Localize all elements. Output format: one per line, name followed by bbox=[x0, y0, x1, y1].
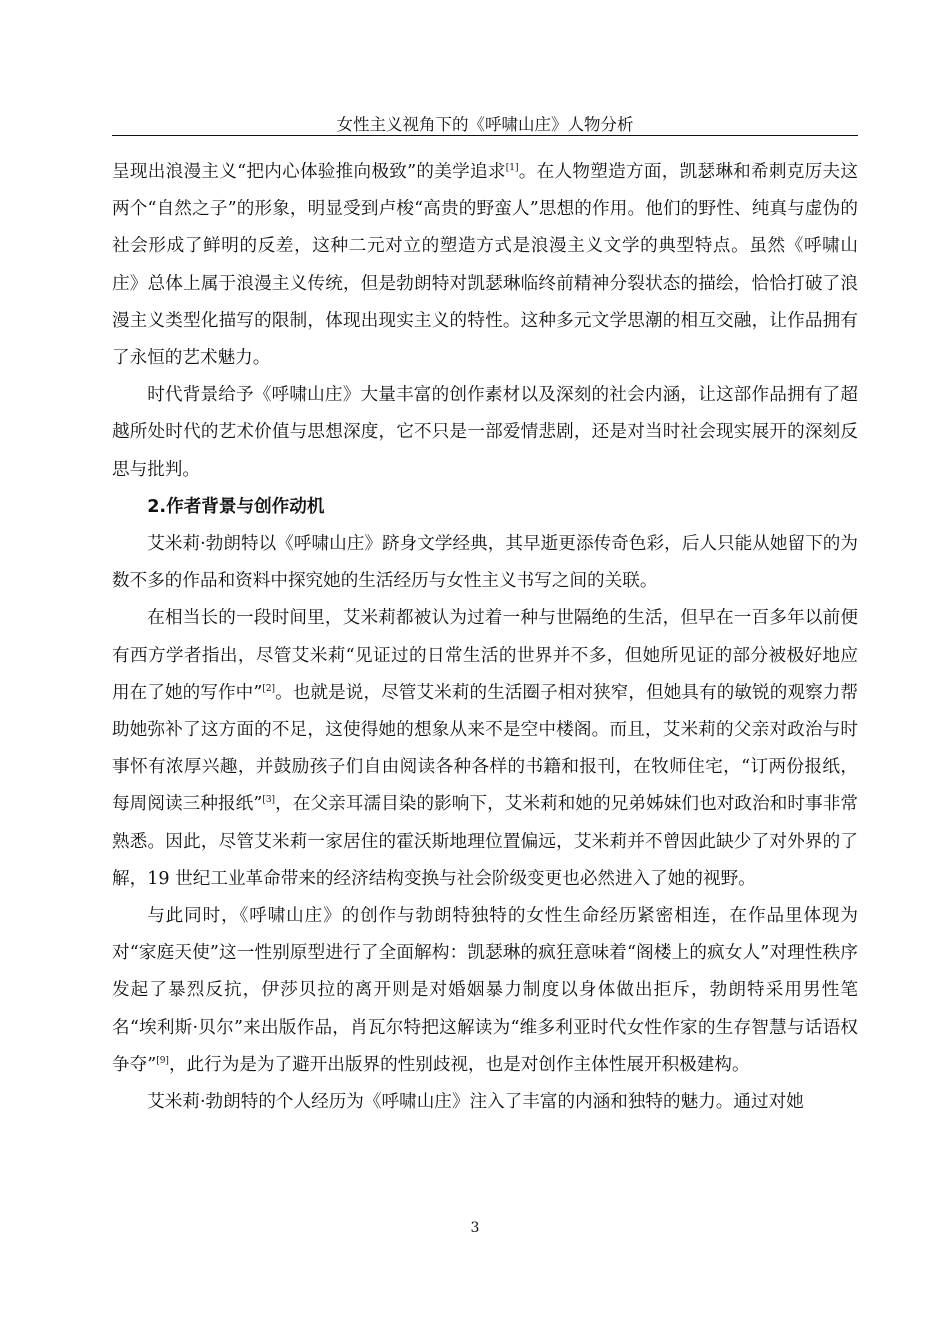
citation-3: [3] bbox=[262, 795, 276, 806]
citation-2: [2] bbox=[262, 683, 276, 694]
paragraph-6: 艾米莉·勃朗特的个人经历为《呼啸山庄》注入了丰富的内涵和独特的魅力。通过对她 bbox=[147, 1092, 804, 1113]
paragraph-2: 时代背景给予《呼啸山庄》大量丰富的创作素材以及深刻的社会内涵，让这部作品拥有了超越所处时代的艺术价值与思想深度，它不只是一部爱情悲剧，还是对当时社会现实展开的深刻反思与批判。 bbox=[112, 385, 858, 480]
section-heading: 2.作者背景与创作动机 bbox=[147, 496, 325, 517]
citation-9: [9] bbox=[156, 1056, 169, 1067]
document-body bbox=[112, 154, 858, 1121]
citation-1: [1] bbox=[505, 163, 519, 174]
paragraph-5 bbox=[112, 898, 858, 1084]
paragraph-5-text-b: ，此行为是为了避开出版界的性别歧视，也是对创作主体性展开积极建构。 bbox=[168, 1054, 750, 1075]
paragraph-1-text-b: 。在人物塑造方面，凯瑟琳和希刺克厉夫这两个“自然之子”的形象，明显受到卢梭“高贵的野蛮人”思想的作用。他们的野性、纯真与虚伪的社会形成了鲜明的反差，这种二元对立的塑造方式是浪漫主义文学的典型特点。虽然《呼啸山庄》总体上属于浪漫主义传统，但是勃朗特对凯瑟琳临终前精神分裂状态的描绘，恰恰打破了浪漫主义类型化描写的限制，体现出现实主义的特性。这种多元文学思潮的相互交融，让作品拥有了永恒的艺术魅力。 bbox=[112, 162, 858, 369]
paragraph-1 bbox=[112, 154, 858, 377]
paragraph-5-text-a: 与此同时，《呼啸山庄》的创作与勃朗特独特的女性生命经历紧密相连，在作品里体现为对“家庭天使”这一性别原型进行了全面解构：凯瑟琳的疯狂意味着“阁楼上的疯女人”对理性秩序发起了暴烈反抗，伊莎贝拉的离开则是对婚姻暴力制度以身体做出拒斥，勃朗特采用男性笔名“埃利斯·贝尔”来出版作品，肖瓦尔特把这解读为“维多利亚时代女性作家的生存智慧与话语权争夺” bbox=[112, 906, 858, 1075]
paragraph-3: 艾米莉·勃朗特以《呼啸山庄》跻身文学经典，其早逝更添传奇色彩，后人只能从她留下的为数不多的作品和资料中探究她的生活经历与女性主义书写之间的关联。 bbox=[112, 534, 858, 592]
header-divider bbox=[112, 135, 858, 136]
paragraph-4-text-c: ，在父亲耳濡目染的影响下，艾米莉和她的兄弟姊妹们也对政治和时事非常熟悉。因此，尽管艾米莉一家居住的霍沃斯地理位置偏远，艾米莉并不曾因此缺少了对外界的了解，19 世纪工业革命带来的经济结构变换与社会阶级变更也必然进入了她的视野。 bbox=[112, 794, 858, 889]
paragraph-4-text-a: 在相当长的一段时间里，艾米莉都被认为过着一种与世隔绝的生活，但早在一百多年以前便有西方学者指出，尽管艾米莉“见证过的日常生活的世界并不多，但她所见证的部分被极好地应用在了她的写作中” bbox=[112, 608, 858, 703]
page-number: 3 bbox=[470, 1220, 480, 1236]
paragraph-4-text-b: 。也就是说，尽管艾米莉的生活圈子相对狭窄，但她具有的敏锐的观察力帮助她弥补了这方面的不足，这使得她的想象从来不是空中楼阁。而且，艾米莉的父亲对政治与时事怀有浓厚兴趣，并鼓励孩子们自由阅读各种各样的书籍和报刊，在牧师住宅，“订两份报纸，每周阅读三种报纸” bbox=[112, 682, 858, 815]
running-header: 女性主义视角下的《呼啸山庄》人物分析 bbox=[336, 115, 634, 134]
paragraph-4 bbox=[112, 600, 858, 898]
paragraph-1-text-a: 呈现出浪漫主义“把内心体验推向极致”的美学追求 bbox=[112, 162, 506, 182]
